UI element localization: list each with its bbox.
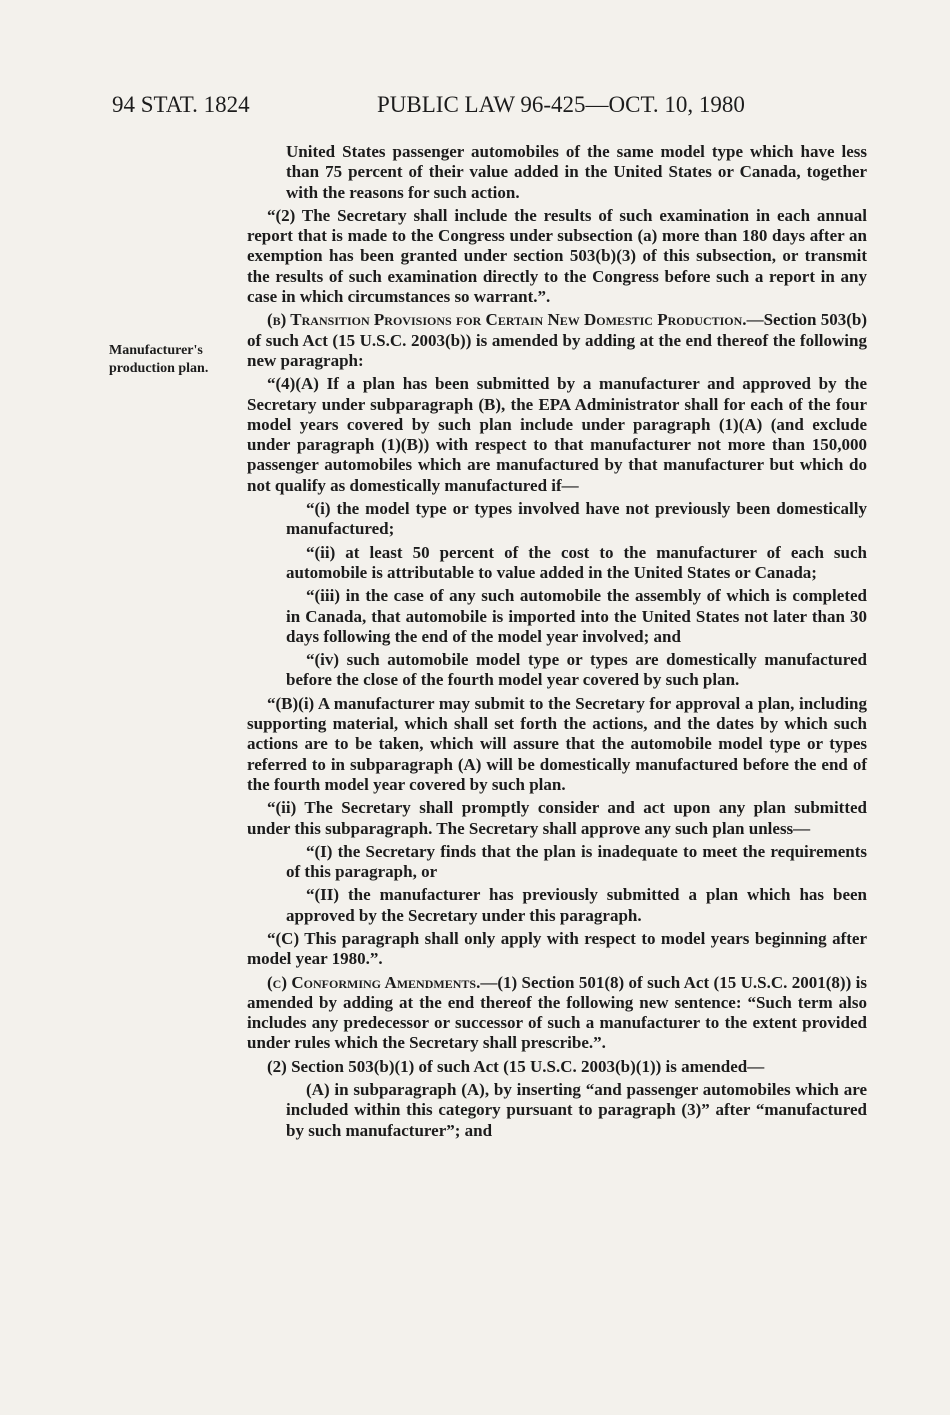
paragraph: “(iv) such automobile model type or types are domestically manufactured before the close of the fourth model year covered by such plan. xyxy=(286,650,867,690)
margin-note xyxy=(109,342,239,378)
paragraph: “(C) This paragraph shall only apply with respect to model years beginning after model year 1980.”. xyxy=(247,928,867,969)
public-law-title: PUBLIC LAW 96-425—OCT. 10, 1980 xyxy=(377,92,745,117)
paragraph: “(ii) The Secretary shall promptly consider and act upon any plan submitted under this subparagraph. The Secretary shall approve any such plan unless— xyxy=(247,798,867,838)
margin-note-line-1: Manufacturer's xyxy=(109,343,203,358)
paragraph xyxy=(247,973,867,1054)
paragraph: “(II) the manufacturer has previously submitted a plan which has been approved by the Secretary under this paragraph. xyxy=(286,885,867,925)
paragraph: “(I) the Secretary finds that the plan is inadequate to meet the requirements of this paragraph, or xyxy=(286,841,867,882)
paragraph xyxy=(247,310,867,371)
paragraph: (A) in subparagraph (A), by inserting “and passenger automobiles which are included within this category pursuant to paragraph (3)” after “manufactured by such manufacturer”; and xyxy=(286,1080,867,1140)
paragraph: “(ii) at least 50 percent of the cost to the manufacturer of each such automobile is attributable to value added in the United States or Canada; xyxy=(286,542,867,582)
paragraph: “(iii) in the case of any such automobile the assembly of which is completed in Canada, that automobile is imported into the United States not later than 30 days following the end of the model year involved; and xyxy=(286,586,867,646)
paragraph: “(i) the model type or types involved have not previously been domestically manufactured; xyxy=(286,499,867,539)
margin-note-line-2: production plan. xyxy=(109,361,209,376)
paragraph: “(2) The Secretary shall include the results of such examination in each annual report that is made to the Congress under subsection (a) more than 180 days after an exemption has been granted under section 503(b)(3) of this subsection, or transmit the results of such examination directly to the Congress before such a report in any case in which circumstances so warrant.”. xyxy=(247,205,867,307)
paragraph: “(4)(A) If a plan has been submitted by a manufacturer and approved by the Secretary under subparagraph (B), the EPA Administrator shall for each of the four model years covered by such plan include under paragraph (1)(A) (and exclude under paragraph (1)(B)) with respect to that manufacturer not more than 150,000 passenger automobiles which are manufactured by that manufacturer but which do not qualify as domestically manufactured if— xyxy=(247,374,867,495)
paragraph: “(B)(i) A manufacturer may submit to the Secretary for approval a plan, including supporting material, which shall set forth the actions, and the dates by which such actions are to be taken, which will assure that the automobile model type or types referred to in subparagraph (A) will be domestically manufactured before the end of the fourth model year covered by such plan. xyxy=(247,693,867,794)
section-heading: (c) Conforming Amendments. xyxy=(267,972,481,992)
paragraph: United States passenger automobiles of the same model type which have less than 75 percent of their value added in the United States or Canada, together with the reasons for such action. xyxy=(286,142,867,202)
section-heading: (b) Transition Provisions for Certain New Domestic Production. xyxy=(267,310,747,330)
body-text xyxy=(247,142,867,1144)
statute-page-number: 94 STAT. 1824 xyxy=(112,92,250,117)
page-header xyxy=(112,92,872,122)
paragraph: (2) Section 503(b)(1) of such Act (15 U.S.C. 2003(b)(1)) is amended— xyxy=(267,1056,765,1076)
paragraph-text: —Section 503(b) of such Act (15 U.S.C. 2003(b)) is amended by adding at the end thereof the following new paragraph: xyxy=(247,310,867,370)
paragraph-text: —(1) Section 501(8) of such Act (15 U.S.C. 2001(8)) is amended by adding at the end thereof the following new sentence: “Such term also includes any predecessor or successor of such a manufacturer to the extent provided under rules which the Secretary shall prescribe.”. xyxy=(247,972,867,1053)
